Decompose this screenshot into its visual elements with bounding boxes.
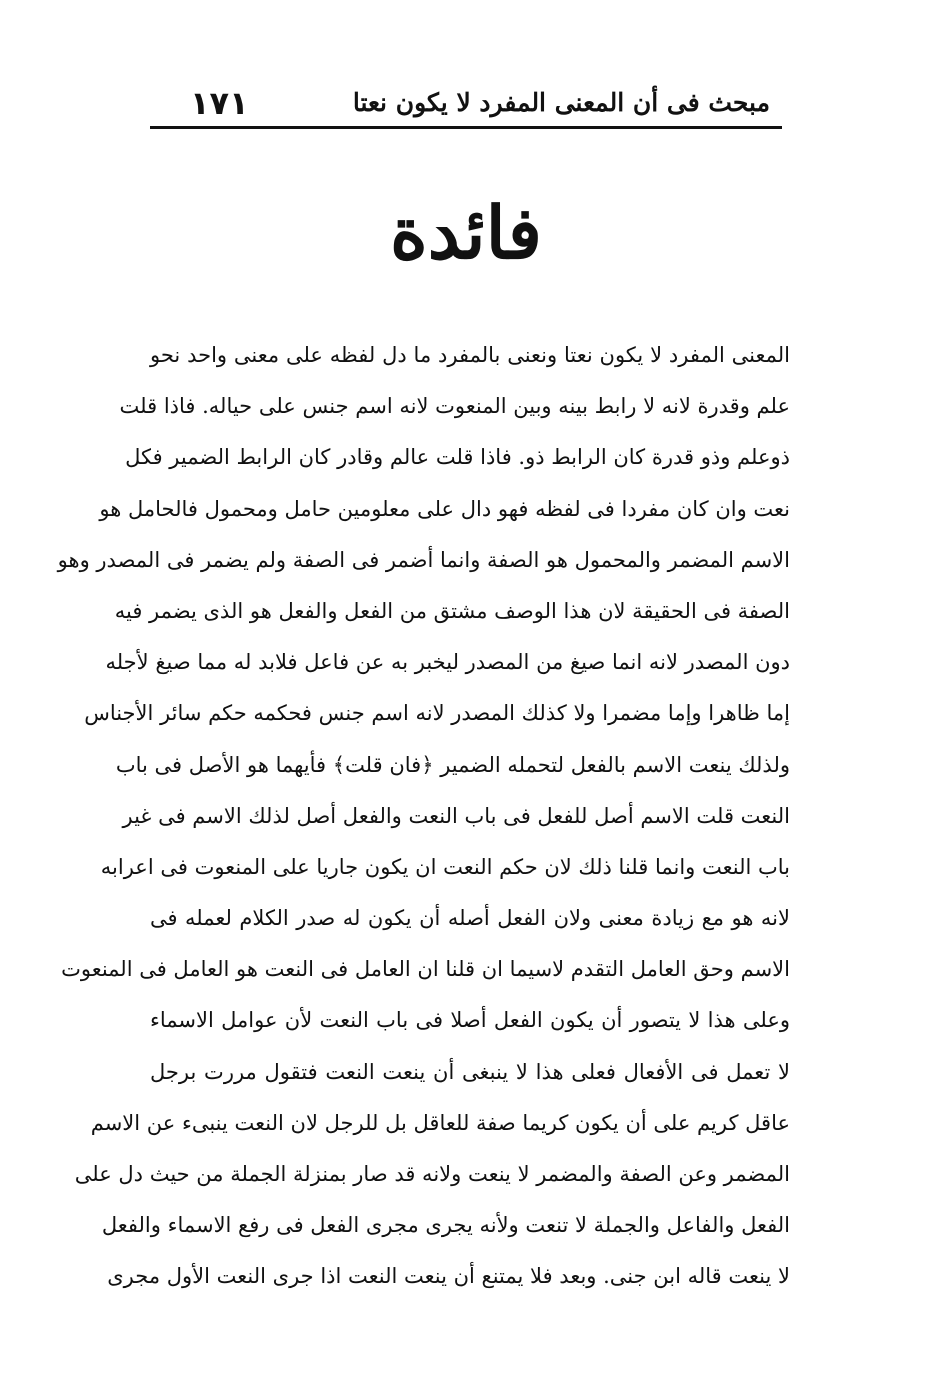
running-title: مبحث فى أن المعنى المفرد لا يكون نعتا [352, 88, 770, 117]
text-line: إما ظاهرا وإما مضمرا ولا كذلك المصدر لانه اسم جنس فحكمه حكم سائر الأجناس [84, 701, 790, 726]
text-line: لا ينعت قاله ابن جنى. وبعد فلا يمتنع أن ينعت النعت اذا جرى النعت الأول مجرى [107, 1264, 790, 1289]
header-rule [150, 126, 782, 129]
text-line: ولذلك ينعت الاسم بالفعل لتحمله الضمير ﴿فان قلت﴾ فأيهما هو الأصل فى باب [115, 752, 790, 777]
text-line: عاقل كريم على أن يكون كريما صفة للعاقل بل للرجل لان النعت ينبىء عن الاسم [90, 1110, 790, 1135]
text-line: علم وقدرة لانه لا رابط بينه وبين المنعوت لانه اسم جنس على حياله. فاذا قلت [119, 394, 790, 419]
text-line: دون المصدر لانه انما صيغ من المصدر ليخبر به عن فاعل فلابد له مما صيغ لأجله [105, 650, 790, 675]
page-header [150, 80, 782, 130]
text-line: الاسم وحق العامل التقدم لاسيما ان قلنا ان العامل فى النعت هو العامل فى المنعوت [61, 957, 790, 982]
text-line: وعلى هذا لا يتصور أن يكون الفعل أصلا فى باب النعت لأن عوامل الاسماء [150, 1008, 790, 1033]
text-line: المعنى المفرد لا يكون نعتا ونعنى بالمفرد ما دل لفظه على معنى واحد نحو [150, 343, 790, 367]
body-text [57, 330, 790, 1303]
text-line: لانه هو مع زيادة معنى ولان الفعل أصله أن يكون له صدر الكلام لعمله فى [150, 906, 790, 931]
text-line: الفعل والفاعل والجملة لا تنعت ولأنه يجرى مجرى الفعل فى رفع الاسماء والفعل [101, 1213, 790, 1238]
text-line: المضمر وعن الصفة والمضمر لا ينعت ولانه قد صار بمنزلة الجملة من حيث دل على [74, 1162, 790, 1186]
page-number: ١٧١ [190, 84, 249, 122]
section-title: فائدة [390, 190, 542, 275]
text-line: النعت قلت الاسم أصل للفعل فى باب النعت والفعل أصل لذلك الاسم فى غير [122, 803, 790, 828]
text-line: لا تعمل فى الأفعال فعلى هذا لا ينبغى أن ينعت النعت فتقول مررت برجل [150, 1059, 790, 1084]
text-line: ذوعلم وذو قدرة كان الرابط ذو. فاذا قلت عالم وقادر كان الرابط الضمير فكل [125, 445, 790, 470]
text-line: باب النعت وانما قلنا ذلك لان حكم النعت ان يكون جاريا على المنعوت فى اعرابه [100, 854, 790, 879]
text-line: الصفة فى الحقيقة لان هذا الوصف مشتق من الفعل والفعل هو الذى يضمر فيه [114, 598, 790, 623]
text-line: الاسم المضمر والمحمول هو الصفة وانما أضمر فى الصفة ولم يضمر فى المصدر وهو [57, 547, 790, 572]
text-line: نعت وان كان مفردا فى لفظه فهو دال على معلومين حامل ومحمول فالحامل هو [99, 496, 790, 521]
